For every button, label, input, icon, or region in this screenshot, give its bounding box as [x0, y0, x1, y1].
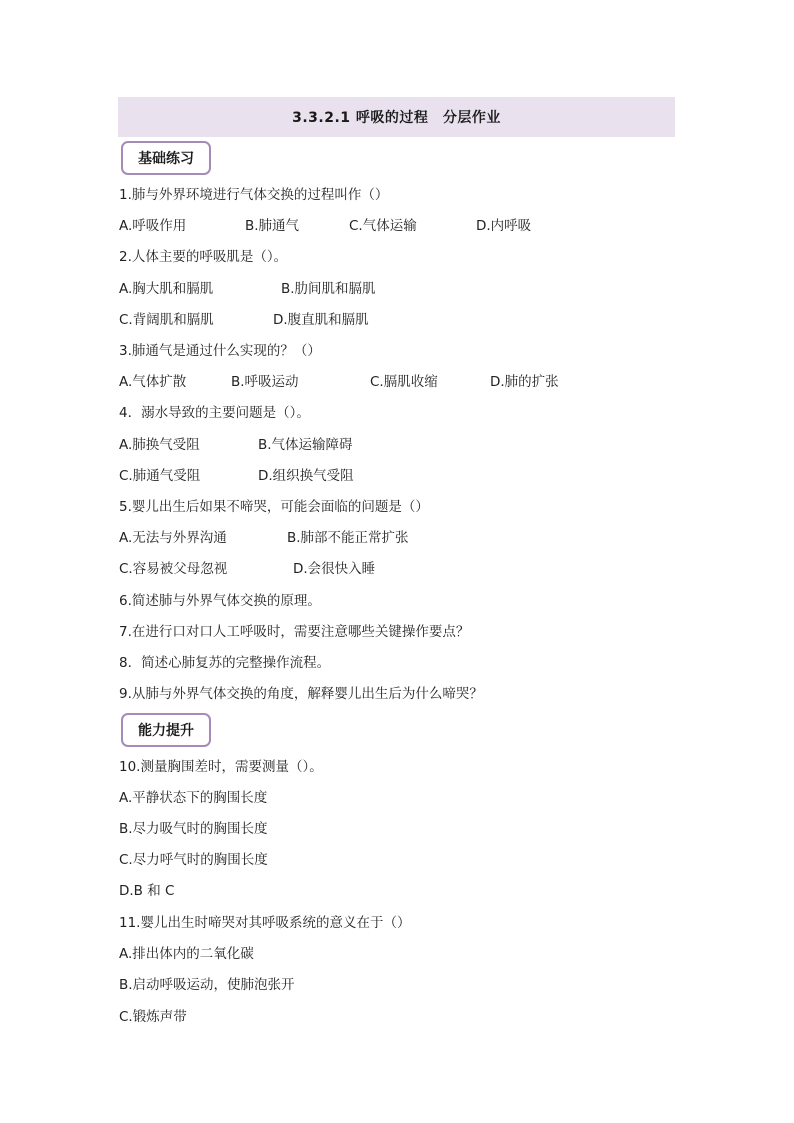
question-11-option-c: C.锻炼声带 — [119, 1009, 187, 1025]
option: D.内呼吸 — [476, 218, 532, 234]
option: B.肺部不能正常扩张 — [287, 530, 409, 546]
option: A.气体扩散 — [119, 374, 187, 390]
question-3-options — [119, 371, 679, 393]
option: C.膈肌收缩 — [370, 374, 438, 390]
option: C.背阔肌和膈肌 — [119, 312, 214, 328]
option: A.无法与外界沟通 — [119, 530, 227, 546]
question-10: 10.测量胸围差时，需要测量（）。 — [119, 759, 323, 775]
question-9: 9.从肺与外界气体交换的角度，解释婴儿出生后为什么啼哭？ — [119, 686, 483, 702]
section-ability-improvement: 能力提升 — [121, 713, 211, 747]
option: C.肺通气受阻 — [119, 468, 201, 484]
option: A.呼吸作用 — [119, 218, 187, 234]
question-11-option-a: A.排出体内的二氧化碳 — [119, 946, 254, 962]
option: A.肺换气受阻 — [119, 437, 200, 453]
question-5-options-row-2 — [119, 558, 679, 580]
option: A.胸大肌和膈肌 — [119, 281, 214, 297]
question-4: 4．溺水导致的主要问题是（）。 — [119, 405, 310, 421]
option: C.容易被父母忽视 — [119, 561, 228, 577]
question-6: 6.简述肺与外界气体交换的原理。 — [119, 593, 321, 609]
option: D.会很快入睡 — [293, 561, 376, 577]
question-5: 5.婴儿出生后如果不啼哭，可能会面临的问题是（） — [119, 499, 429, 515]
question-4-options-row-1 — [119, 434, 679, 456]
option: C.气体运输 — [349, 218, 417, 234]
question-4-options-row-2 — [119, 465, 679, 487]
question-3: 3.肺通气是通过什么实现的？（） — [119, 343, 321, 359]
option: B.肋间肌和膈肌 — [281, 281, 376, 297]
question-10-option-c: C.尽力呼气时的胸围长度 — [119, 852, 268, 868]
question-2-options-row-1 — [119, 278, 679, 300]
option: D.肺的扩张 — [490, 374, 559, 390]
worksheet-title: 3.3.2.1 呼吸的过程 分层作业 — [118, 97, 675, 137]
question-5-options-row-1 — [119, 527, 679, 549]
question-2: 2.人体主要的呼吸肌是（）。 — [119, 249, 288, 265]
option: B.气体运输障碍 — [258, 437, 353, 453]
question-7: 7.在进行口对口人工呼吸时，需要注意哪些关键操作要点？ — [119, 624, 470, 640]
question-10-option-b: B.尽力吸气时的胸围长度 — [119, 821, 268, 837]
question-2-options-row-2 — [119, 309, 679, 331]
question-11: 11.婴儿出生时啼哭对其呼吸系统的意义在于（） — [119, 915, 411, 931]
question-11-option-b: B.启动呼吸运动，使肺泡张开 — [119, 977, 295, 993]
question-1: 1.肺与外界环境进行气体交换的过程叫作（） — [119, 187, 389, 203]
section-basic-practice: 基础练习 — [121, 141, 211, 175]
question-10-option-a: A.平静状态下的胸围长度 — [119, 790, 268, 806]
question-1-options — [119, 215, 679, 237]
option: D.腹直肌和膈肌 — [273, 312, 369, 328]
option: D.组织换气受阻 — [258, 468, 354, 484]
question-8: 8．简述心肺复苏的完整操作流程。 — [119, 655, 331, 671]
question-10-option-d: D.B 和 C — [119, 883, 175, 899]
option: B.肺通气 — [245, 218, 300, 234]
option: B.呼吸运动 — [231, 374, 299, 390]
